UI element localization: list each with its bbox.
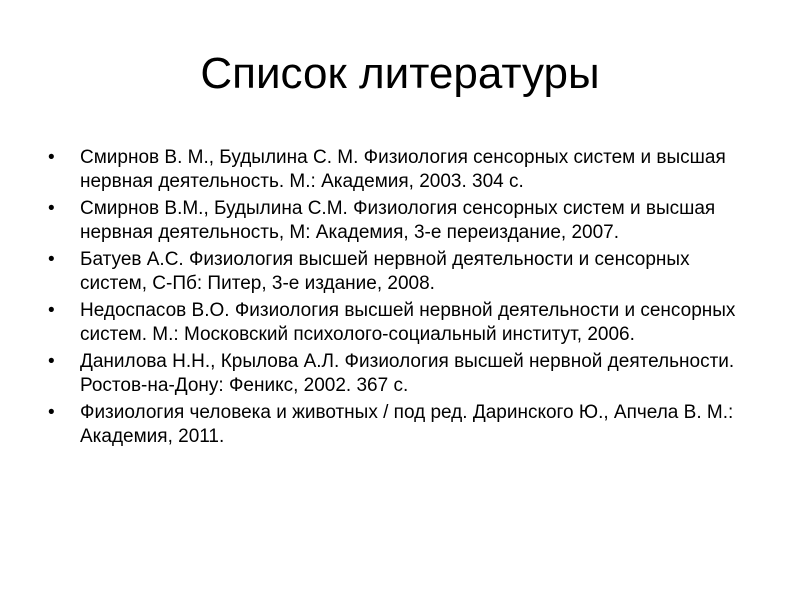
bullet-icon: • — [48, 147, 55, 168]
reference-item — [48, 197, 738, 244]
reference-item — [48, 299, 738, 346]
reference-text: Физиология человека и животных / под ред. Даринского Ю., Апчела В. М.: Академия, 2011. — [80, 402, 734, 447]
reference-item — [48, 146, 738, 193]
reference-text: Смирнов В. М., Будылина С. М. Физиология сенсорных систем и высшая нервная деятельность. М.: Академия, 2003. 304 с. — [80, 147, 726, 192]
reference-text: Недоспасов В.О. Физиология высшей нервной деятельности и сенсорных систем. М.: Московский психолого-социальный институт, 2006. — [80, 300, 736, 345]
reference-item — [48, 401, 738, 448]
bullet-icon: • — [48, 249, 55, 270]
reference-text: Батуев А.С. Физиология высшей нервной деятельности и сенсорных систем, С-Пб: Питер, 3-е издание, 2008. — [80, 249, 690, 294]
reference-text: Данилова Н.Н., Крылова А.Л. Физиология высшей нервной деятельности. Ростов-на-Дону: Феникс, 2002. 367 с. — [80, 351, 735, 396]
reference-item — [48, 248, 738, 295]
reference-item — [48, 350, 738, 397]
bullet-icon: • — [48, 300, 55, 321]
reference-text: Смирнов В.М., Будылина С.М. Физиология сенсорных систем и высшая нервная деятельность, М: Академия, 3-е переиздание, 2007. — [80, 198, 716, 243]
reference-list — [48, 146, 738, 452]
bullet-icon: • — [48, 402, 55, 423]
bullet-icon: • — [48, 351, 55, 372]
slide-title: Список литературы — [200, 49, 600, 98]
bullet-icon: • — [48, 198, 55, 219]
